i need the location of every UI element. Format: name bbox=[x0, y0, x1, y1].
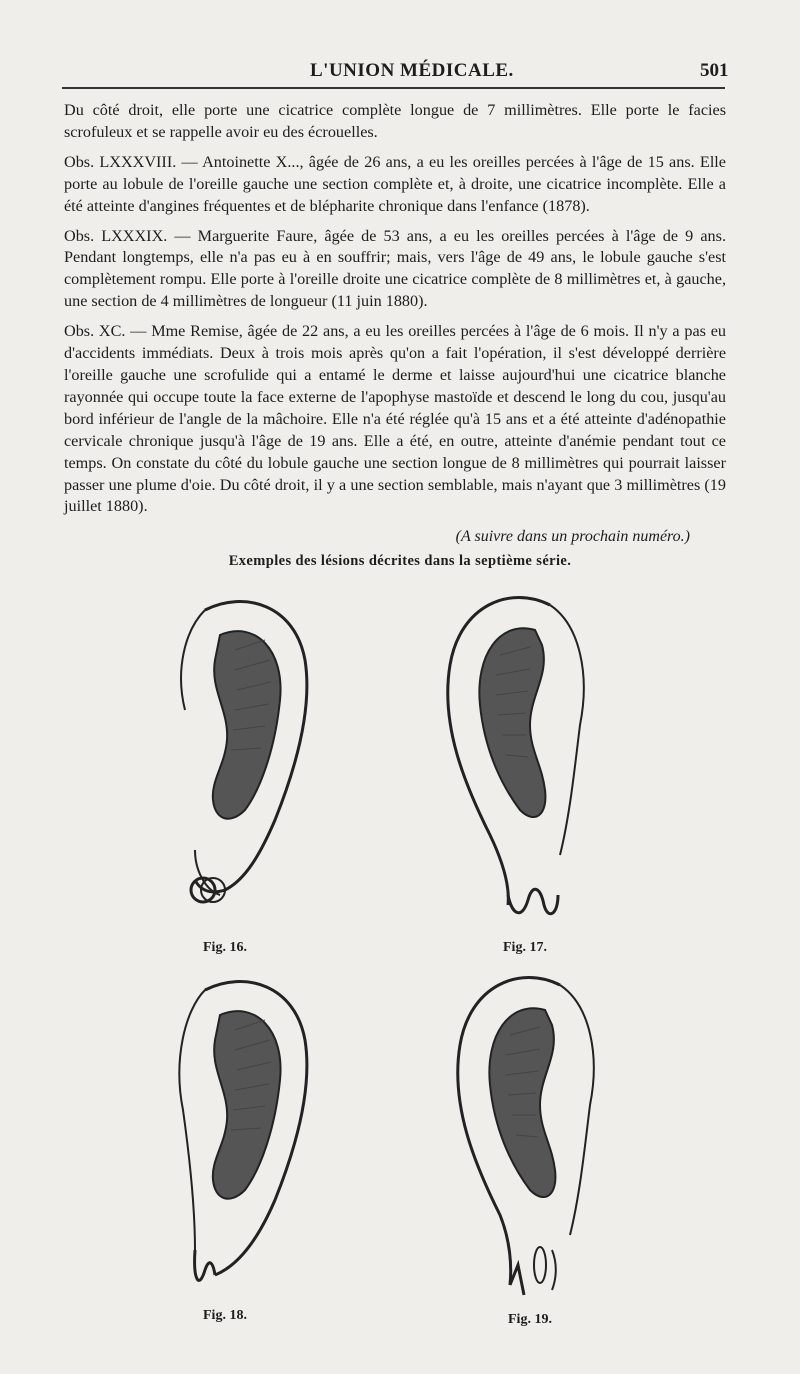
page-number: 501 bbox=[700, 60, 729, 81]
figure-18-label: Fig. 18. bbox=[203, 1308, 247, 1323]
body-text bbox=[64, 100, 726, 548]
figure-17-ear-illustration bbox=[430, 585, 600, 930]
observation-88: Obs. LXXXVIII. — Antoinette X..., âgée de 26 ans, a eu les oreilles percées à l'âge de 15 ans. Elle porte au lobule de l'oreille gauche une section complète et, à droite, une cicatrice incomplète. Elle a été atteinte d'angines fréquentes et de blépharite chronique dans l'enfance (1878). bbox=[64, 152, 726, 215]
running-title: L'UNION MÉDICALE. bbox=[310, 60, 514, 81]
paragraph: Du côté droit, elle porte une cicatrice complète longue de 7 millimètres. Elle porte le facies scrofuleux et se rappelle avoir eu des écrouelles. bbox=[64, 101, 726, 141]
figure-19-label: Fig. 19. bbox=[508, 1312, 552, 1327]
figures-title: Exemples des lésions décrites dans la septième série. bbox=[228, 553, 572, 569]
header-rule bbox=[62, 87, 725, 89]
observation-89: Obs. LXXXIX. — Marguerite Faure, âgée de 53 ans, a eu les oreilles percées à l'âge de 9 ans. Pendant longtemps, elle n'a pas eu à en souffrir; mais, vers l'âge de 49 ans, le lobule gauche s'est complètement rompu. Elle porte à l'oreille droite une cicatrice complète de 8 millimètres et, à gauche, une section de 4 millimètres de longueur (11 juin 1880). bbox=[64, 226, 726, 311]
figure-18-ear-illustration bbox=[165, 970, 315, 1305]
figure-16-ear-illustration bbox=[165, 590, 315, 930]
page-header bbox=[0, 58, 800, 88]
figure-17-label: Fig. 17. bbox=[503, 940, 547, 955]
continuation-note: (A suivre dans un prochain numéro.) bbox=[455, 528, 690, 546]
figure-16-label: Fig. 16. bbox=[203, 940, 247, 955]
figure-19-ear-illustration bbox=[440, 965, 610, 1305]
observation-90: Obs. XC. — Mme Remise, âgée de 22 ans, a eu les oreilles percées à l'âge de 6 mois. Il n'y a pas eu d'accidents immédiats. Deux à trois mois après qu'on a fait l'opération, il s'est développé derrière l'oreille gauche une scrofulide qui a entamé le derme et laisse aujourd'hui une cicatrice blanche rayonnée qui occupe toute la face externe de l'apophyse mastoïde et descend le long du cou, jusqu'au bord inférieur de l'angle de la mâchoire. Elle n'a été réglée qu'à 15 ans et a été atteinte d'adénopathie cervicale chronique jusqu'à l'âge de 19 ans. Elle a été, en outre, atteinte d'anémie pendant tout ce temps. On constate du côté du lobule gauche une section longue de 8 millimètres qui pourrait laisser passer une plume d'oie. Du côté droit, il y a une section semblable, mais n'ayant que 3 millimètres (19 juillet 1880). bbox=[64, 322, 726, 516]
